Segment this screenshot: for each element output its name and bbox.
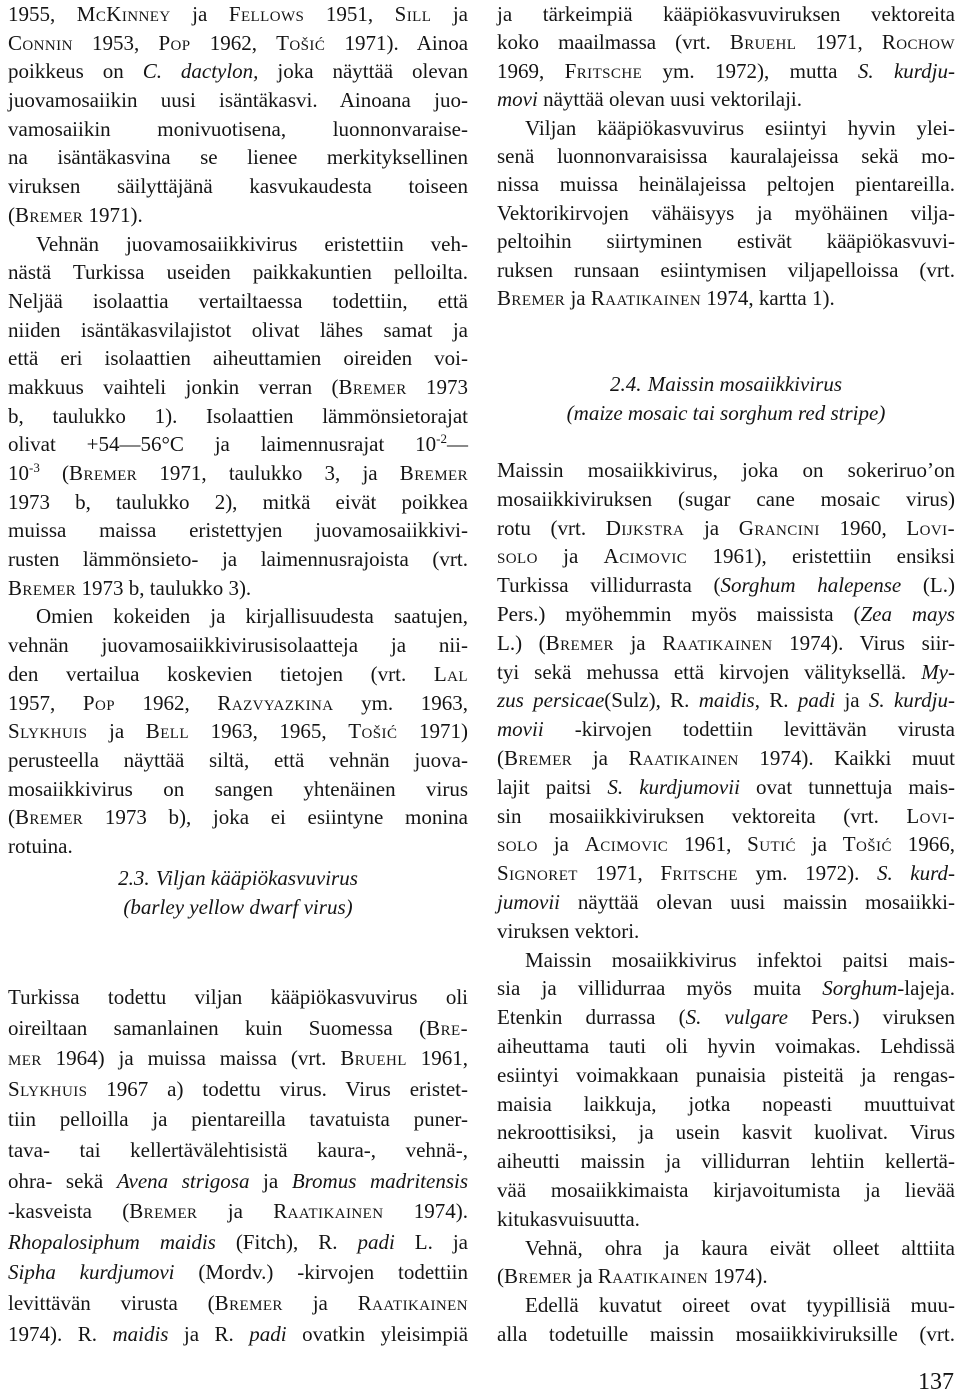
text-line: kitukasvuisuutta. bbox=[497, 1206, 640, 1231]
section-subtitle: (maize mosaic tai sorghum red stripe) bbox=[566, 401, 886, 425]
small-caps-citation: Tošić bbox=[842, 832, 892, 857]
text-line: Turkissa villidurrasta (Sorghum halepense (L.) bbox=[497, 573, 955, 598]
text-line: ja tärkeimpiä kääpiökasvuviruksen vektoreita bbox=[497, 2, 955, 26]
text-line: $10^{-3}$ (Bremer 1971, taulukko 3, ja Bremer bbox=[8, 460, 468, 485]
small-caps-citation: Lal bbox=[433, 661, 468, 686]
italic-term: maidis bbox=[112, 1321, 169, 1346]
small-caps-citation: Raatikainen bbox=[590, 285, 702, 310]
text-line: Viljan kääpiökasvuvirus esiintyi hyvin ylei- bbox=[525, 115, 955, 140]
small-caps-citation: Bremer bbox=[504, 1264, 573, 1289]
section-heading bbox=[8, 864, 468, 922]
text-block bbox=[497, 456, 955, 1349]
text-line: makkuus vaihteli jonkin verran (Bremer 1973 bbox=[8, 374, 468, 399]
italic-term: jumovii bbox=[497, 889, 560, 914]
text-line: b, taulukko 1). Isolaattien lämmönsietorajat bbox=[8, 403, 468, 428]
text-line: Slykhuis ja Bell 1963, 1965, Tošić 1971) bbox=[8, 719, 469, 744]
section-number: 2.4. bbox=[609, 372, 642, 396]
text-line: (Bremer ja Raatikainen 1974). Kaikki muut bbox=[497, 745, 956, 770]
text-line: Bremer 1973 b, taulukko 3). bbox=[8, 575, 252, 600]
small-caps-citation: Lovi- bbox=[906, 803, 955, 828]
text-line: 1955, McKinney ja Fellows 1951, Sill ja bbox=[8, 2, 468, 26]
small-caps-citation: Raatikainen bbox=[597, 1264, 709, 1289]
small-caps-citation: Bremer bbox=[545, 630, 614, 655]
italic-term: My- bbox=[921, 659, 955, 684]
small-caps-citation: Bremer bbox=[15, 805, 84, 830]
italic-term: S. kurdju- bbox=[857, 58, 955, 83]
text-line: ohra- sekä Avena strigosa ja Bromus madritensis bbox=[8, 1168, 469, 1193]
text-line: Connin 1953, Pop 1962, Tošić 1971). Ainoa bbox=[8, 30, 469, 55]
text-line: rotu (vrt. Dijkstra ja Grancini 1960, Lovi- bbox=[497, 515, 956, 540]
italic-term: Sipha kurdjumovi bbox=[8, 1260, 175, 1285]
text-line: juovamosaiikin uusi isäntäkasvi. Ainoana juo- bbox=[8, 88, 468, 113]
text-line: poikkeus on C. dactylon, joka näyttää olevan bbox=[8, 59, 468, 84]
small-caps-citation: Dijkstra bbox=[605, 515, 685, 540]
small-caps-citation: Bremer bbox=[497, 285, 566, 310]
text-line: Rhopalosiphum maidis (Fitch), R. padi L. ja bbox=[8, 1229, 468, 1254]
text-line: mer 1964) ja muissa maissa (vrt. Bruehl 1961, bbox=[8, 1046, 468, 1071]
text-line: vehnän juovamosaiikkivirusisolaatteja ja nii- bbox=[8, 633, 468, 658]
text-line: sia ja villidurraa myös muita Sorghum-lajeja. bbox=[497, 976, 955, 1001]
text-block bbox=[8, 982, 468, 1349]
text-line: lajit paitsi S. kurdjumovii ovat tunnettuja mais- bbox=[497, 774, 956, 799]
text-line: solo ja Acimovic 1961, Sutić ja Tošić 1966, bbox=[497, 832, 955, 857]
text-line: jumovii näyttää olevan uusi maissin mosaiikki- bbox=[497, 889, 955, 914]
text-line: Etenkin durrassa (S. vulgare Pers.) viruksen bbox=[497, 1005, 955, 1030]
paragraph bbox=[8, 602, 468, 860]
section-heading-title-line bbox=[8, 864, 468, 893]
section-title: Viljan kääpiökasvuvirus bbox=[155, 866, 358, 890]
section-subtitle: (barley yellow dwarf virus) bbox=[123, 895, 353, 919]
text-line: L.) (Bremer ja Raatikainen 1974). Virus siir- bbox=[497, 630, 955, 655]
small-caps-citation: Raatikainen bbox=[662, 630, 773, 655]
text-line: Pers.) myöhemmin myös maissista (Zea mays bbox=[497, 601, 955, 626]
text-line: Slykhuis 1967 a) todettu virus. Virus eristet- bbox=[8, 1076, 468, 1101]
text-line: senä luonnonvaraisissa kauralajeissa sekä mo- bbox=[497, 143, 955, 168]
small-caps-citation: Grancini bbox=[738, 515, 820, 540]
text-line: että eri isolaattien aiheuttamien oireiden voi- bbox=[8, 346, 468, 371]
text-line: vamosaiikin monivuotisena, luonnonvaraise- bbox=[8, 116, 468, 141]
italic-term: Rhopalosiphum maidis bbox=[8, 1229, 216, 1254]
text-line: zus persicae(Sulz), R. maidis, R. padi ja S. kurdju- bbox=[497, 688, 955, 713]
small-caps-citation: Raatikainen bbox=[628, 745, 739, 770]
small-caps-citation: Bruehl bbox=[729, 30, 797, 55]
paragraph bbox=[497, 456, 955, 946]
text-line: 1973 b, taulukko 2), mitkä eivät poikkea bbox=[8, 489, 468, 514]
paragraph bbox=[8, 982, 468, 1349]
text-line: vää mosaiikkimaista kirjavoitumista ja lievää bbox=[497, 1177, 955, 1202]
italic-term: Avena strigosa bbox=[116, 1168, 250, 1193]
text-line: (Bremer ja Raatikainen 1974). bbox=[497, 1264, 768, 1289]
text-line: Omien kokeiden ja kirjallisuudesta saatujen, bbox=[36, 604, 468, 629]
italic-term: zus persicae bbox=[497, 688, 605, 713]
text-line: Signoret 1971, Fritsche ym. 1972). S. kurd- bbox=[497, 861, 955, 886]
text-line: Edellä kuvatut oireet ovat tyypillisiä muu- bbox=[525, 1293, 955, 1318]
text-line: movii -kirvojen todettiin levittävän virusta bbox=[497, 717, 955, 742]
small-caps-citation: Bruehl bbox=[340, 1046, 407, 1071]
text-line: Vektorikirvojen vähäisyys ja myöhäinen vilja- bbox=[497, 200, 955, 225]
small-caps-citation: Acimovic bbox=[603, 544, 688, 569]
text-line: Turkissa todettu viljan kääpiökasvuvirus oli bbox=[8, 985, 468, 1009]
text-line: mosaiikkivirus on sangen yhtenäinen virus bbox=[8, 776, 468, 801]
small-caps-citation: mer bbox=[8, 1046, 42, 1071]
text-line: nekroottisiksi, ja usein kasvit kuolivat. Virus bbox=[497, 1120, 955, 1145]
small-caps-citation: Fellows bbox=[228, 2, 305, 26]
text-line: Bremer ja Raatikainen 1974, kartta 1). bbox=[497, 285, 835, 310]
section-heading bbox=[497, 370, 955, 428]
text-line: olivat +54—56°C ja laimennusrajat $10^{-2}—$ bbox=[8, 431, 468, 457]
small-caps-citation: Fritsche bbox=[564, 58, 643, 83]
paragraph bbox=[497, 0, 955, 114]
section-heading-title-line bbox=[497, 370, 955, 399]
text-line: 1974). R. maidis ja R. padi ovatkin yleisimpiä bbox=[8, 1321, 469, 1346]
text-line: sin mosaiikkiviruksen vektoreita (vrt. Lovi- bbox=[497, 803, 955, 828]
section-number: 2.3. bbox=[118, 866, 150, 890]
text-line: solo ja Acimovic 1961), eristettiin ensiksi bbox=[497, 544, 955, 569]
small-caps-citation: Rochow bbox=[881, 30, 955, 55]
text-line: viruksen säilyttäjänä kasvukaudesta toiseen bbox=[8, 174, 468, 199]
text-line: maisia laikkuja, jotka nopeasti muuttuivat bbox=[497, 1091, 955, 1116]
text-line: peltoihin siirtyminen estivät kääpiökasvuvi- bbox=[497, 229, 955, 254]
superscript-exponent: -2 bbox=[436, 431, 447, 447]
left-column bbox=[8, 0, 468, 1395]
italic-term: movii bbox=[497, 717, 544, 742]
paragraph bbox=[497, 1291, 955, 1349]
small-caps-citation: Lovi- bbox=[906, 515, 956, 540]
small-caps-citation: Pop bbox=[158, 30, 191, 55]
small-caps-citation: Acimovic bbox=[584, 832, 669, 857]
text-line: -kasveista (Bremer ja Raatikainen 1974). bbox=[8, 1199, 468, 1224]
small-caps-citation: solo bbox=[497, 544, 538, 569]
small-caps-citation: Bremer bbox=[214, 1290, 283, 1315]
text-line: na isäntäkasvina se lienee merkityksellinen bbox=[8, 145, 468, 170]
small-caps-citation: Connin bbox=[8, 30, 73, 55]
text-line: Sipha kurdjumovi (Mordv.) -kirvojen todettiin bbox=[8, 1260, 468, 1285]
small-caps-citation: Sill bbox=[394, 2, 432, 26]
italic-term: S. kurdju- bbox=[868, 688, 955, 713]
page-number: 137 bbox=[918, 1369, 954, 1395]
paragraph bbox=[497, 114, 955, 313]
text-line: niiden isäntäkasvilajistot olivat lähes samat ja bbox=[8, 317, 468, 342]
right-column bbox=[497, 0, 955, 1395]
text-line: nästä Turkissa useiden paikkakuntien pelloilta. bbox=[8, 260, 468, 285]
text-line: Vehnän juovamosaiikkivirus eristettiin veh- bbox=[36, 231, 468, 256]
text-line: ruksen runsaan esiintymisen viljapelloissa (vrt. bbox=[497, 257, 955, 282]
text-line: mosaiikkiviruksen (sugar cane mosaic virus) bbox=[497, 486, 955, 511]
text-block bbox=[8, 0, 468, 861]
italic-term: Sorghum bbox=[822, 976, 898, 1001]
text-line: tyi sekä mehussa että kirvojen välityksellä. My- bbox=[497, 659, 955, 684]
italic-term: Bromus madritensis bbox=[291, 1168, 469, 1193]
italic-term: padi bbox=[797, 688, 836, 713]
small-caps-citation: Slykhuis bbox=[8, 1076, 88, 1101]
text-line: 1957, Pop 1962, Razvyazkina ym. 1963, bbox=[8, 690, 469, 715]
italic-term: C. dactylon, bbox=[142, 59, 259, 84]
text-line: tiin pelloilla ja pientareilla tavatuista puner- bbox=[8, 1107, 468, 1132]
text-line: Maissin mosaiikkivirus, joka on sokeriruo’on bbox=[497, 458, 955, 482]
text-line: 1969, Fritsche ym. 1972), mutta S. kurdju- bbox=[497, 58, 955, 83]
small-caps-citation: Pop bbox=[82, 690, 115, 715]
text-line: levittävän virusta (Bremer ja Raatikainen bbox=[8, 1290, 468, 1315]
small-caps-citation: Raatikainen bbox=[357, 1290, 468, 1315]
small-caps-citation: Slykhuis bbox=[8, 719, 88, 744]
text-line: viruksen vektori. bbox=[497, 918, 640, 943]
small-caps-citation: Bremer bbox=[338, 374, 407, 399]
text-line: tava- tai kellertävälehtisistä kaura-, vehnä-, bbox=[8, 1137, 468, 1162]
text-line: muissa maissa eristettyjen juovamosaiikkivi- bbox=[8, 518, 468, 543]
text-line: rotuina. bbox=[8, 833, 73, 858]
small-caps-citation: Fritsche bbox=[660, 861, 738, 886]
small-caps-citation: solo bbox=[497, 832, 538, 857]
section-title: Maissin mosaiikkivirus bbox=[647, 372, 843, 396]
small-caps-citation: McKinney bbox=[76, 2, 171, 26]
text-line: Vehnä, ohra ja kaura eivät olleet alttiita bbox=[525, 1235, 955, 1260]
italic-term: S. kurdjumovii bbox=[607, 774, 740, 799]
italic-term: Zea mays bbox=[860, 601, 955, 626]
small-caps-citation: Signoret bbox=[497, 861, 578, 886]
small-caps-citation: Bremer bbox=[15, 202, 84, 227]
small-caps-citation: Bremer bbox=[504, 745, 573, 770]
small-caps-citation: Bre- bbox=[426, 1015, 468, 1040]
italic-term: S. kurd- bbox=[876, 861, 955, 886]
text-line: aiheuttama tauti oli hyvin voimakas. Lehdissä bbox=[497, 1033, 955, 1058]
text-line: (Bremer 1971). bbox=[8, 202, 143, 227]
paragraph bbox=[8, 230, 468, 603]
text-block bbox=[497, 0, 955, 312]
italic-term: movi bbox=[497, 87, 538, 112]
small-caps-citation: Sutić bbox=[747, 832, 796, 857]
text-line: aiheutti maissin ja villidurran lehtiin kellertä- bbox=[497, 1149, 955, 1174]
paragraph bbox=[8, 0, 468, 230]
small-caps-citation: Bremer bbox=[69, 461, 138, 485]
superscript-exponent: -3 bbox=[29, 460, 40, 476]
text-line: perusteella näyttää siltä, että vehnän juova- bbox=[8, 747, 468, 772]
text-line: esiintyi voimakkaan punaisia pisteitä ja rengas- bbox=[497, 1062, 955, 1087]
small-caps-citation: Tošić bbox=[276, 30, 326, 55]
text-line: oireiltaan samanlainen kuin Suomessa (Bre- bbox=[8, 1015, 468, 1040]
small-caps-citation: Tošić bbox=[348, 719, 398, 744]
text-line: (Bremer 1973 b), joka ei esiintyne monina bbox=[8, 805, 468, 830]
text-line: movi näyttää olevan uusi vektorilaji. bbox=[497, 87, 802, 112]
italic-term: padi bbox=[357, 1229, 395, 1254]
paragraph bbox=[497, 1234, 955, 1292]
small-caps-citation: Bremer bbox=[8, 575, 77, 600]
text-line: nissa muissa heinälajeissa peltojen pientareilla. bbox=[497, 172, 955, 197]
italic-term: maidis bbox=[698, 688, 755, 713]
italic-term: Sorghum halepense bbox=[720, 573, 902, 598]
small-caps-citation: Razvyazkina bbox=[217, 690, 334, 715]
small-caps-citation: Bell bbox=[145, 719, 189, 744]
text-line: Neljää isolaattia vertailtaessa todettiin, että bbox=[8, 288, 468, 313]
small-caps-citation: Raatikainen bbox=[273, 1199, 384, 1224]
small-caps-citation: Bremer bbox=[129, 1199, 198, 1224]
text-line: rusten lämmönsieto- ja laimennusrajoista (vrt. bbox=[8, 547, 468, 572]
italic-term: S. vulgare bbox=[685, 1005, 788, 1030]
text-line: koko maailmassa (vrt. Bruehl 1971, Rochow bbox=[497, 30, 955, 55]
text-line: Maissin mosaiikkivirus infektoi paitsi mais- bbox=[525, 947, 955, 972]
paragraph bbox=[497, 946, 955, 1234]
text-line: alla todetuille maissin mosaiikkiviruksille (vrt. bbox=[497, 1321, 955, 1346]
italic-term: padi bbox=[249, 1321, 287, 1346]
text-line: den vertailua koskevien tietojen (vrt. Lal bbox=[8, 661, 468, 686]
small-caps-citation: Bremer bbox=[399, 461, 468, 485]
